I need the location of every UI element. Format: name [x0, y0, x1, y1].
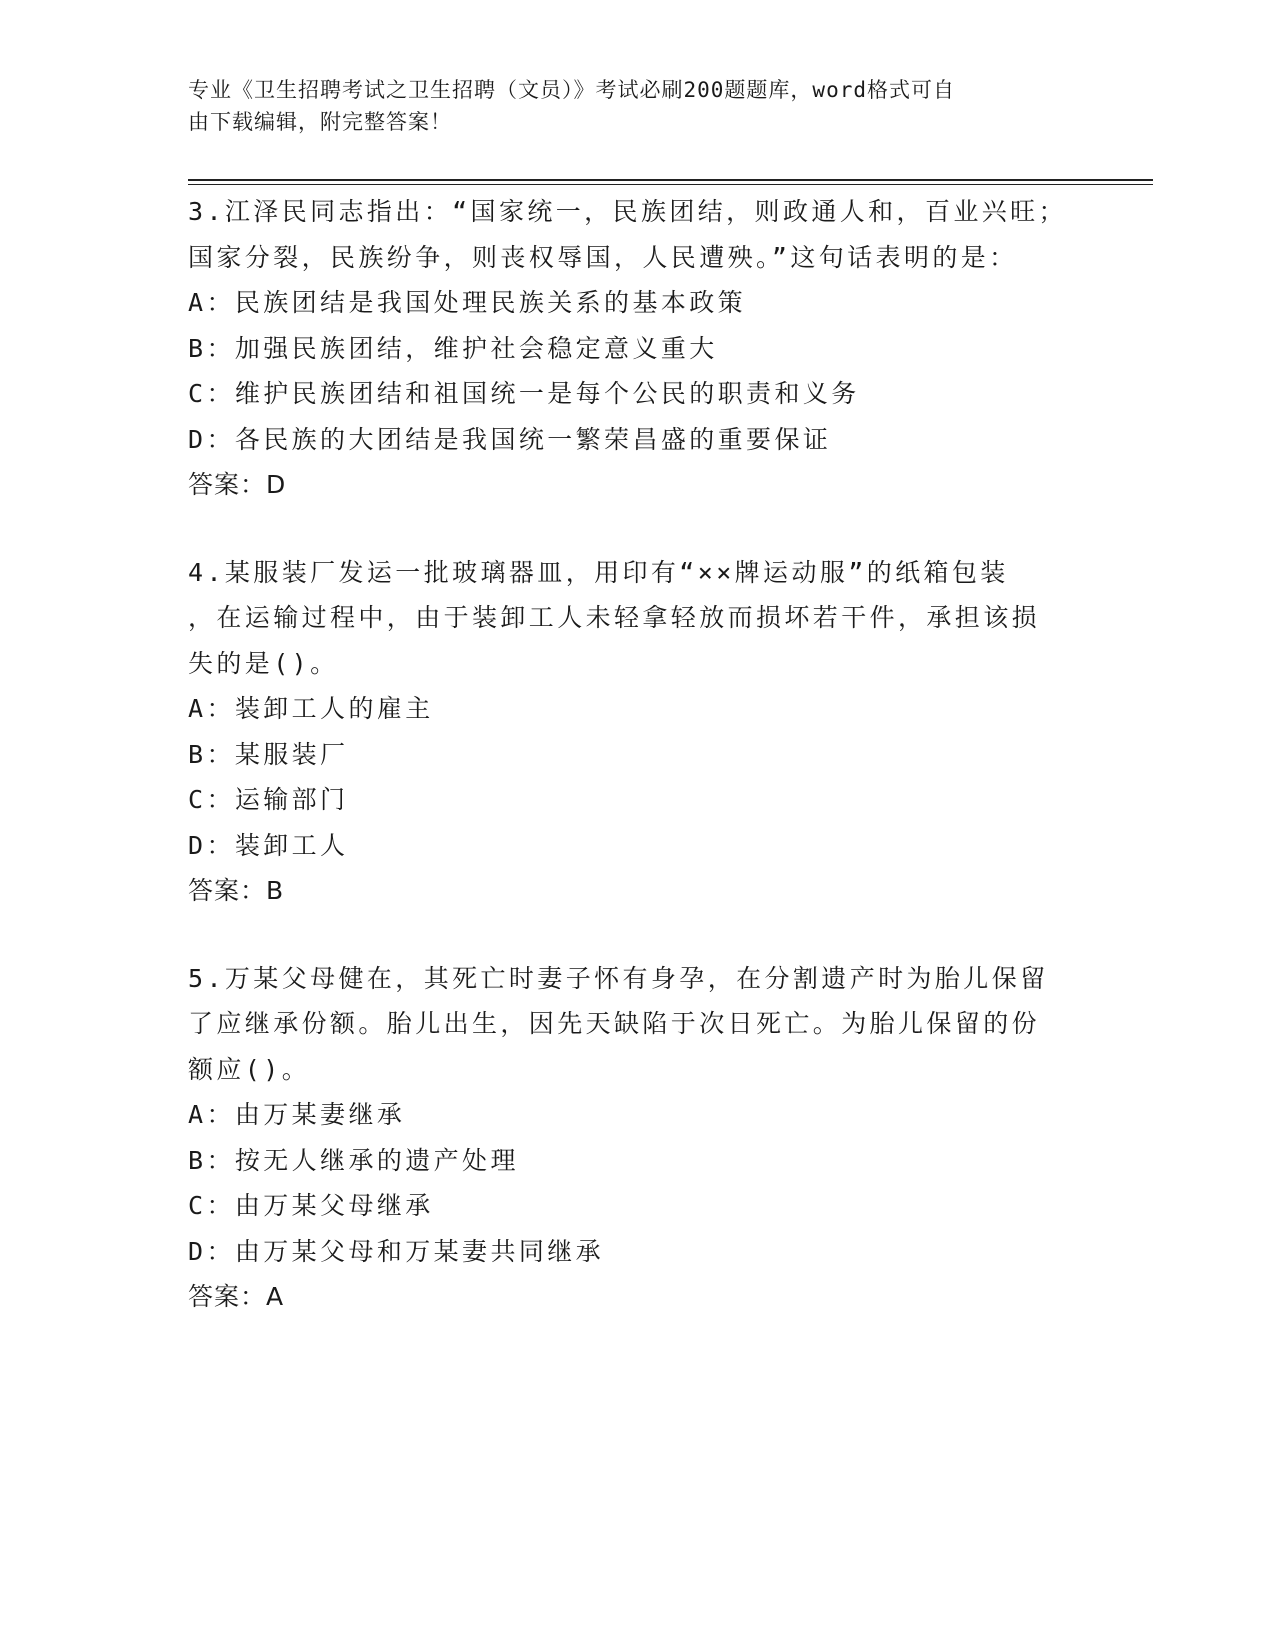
answer-line: 答案：A — [188, 1282, 285, 1311]
option-a: A：民族团结是我国处理民族关系的基本政策 — [188, 288, 747, 317]
option-c: C：由万某父母继承 — [188, 1191, 434, 1220]
question-stem-line: 4.某服装厂发运一批玻璃器皿，用印有“××牌运动服”的纸箱包装 — [188, 557, 1009, 587]
question-stem-line: 3.江泽民同志指出：“国家统一，民族团结，则政通人和，百业兴旺； — [188, 197, 1067, 226]
option-d: D：装卸工人 — [188, 830, 349, 860]
answer-line: 答案：D — [188, 470, 287, 499]
header-divider-thin — [188, 184, 1153, 185]
option-a: A：由万某妻继承 — [188, 1100, 406, 1129]
question-stem-line: 了应继承份额。胎儿出生，因先天缺陷于次日死亡。为胎儿保留的份 — [188, 1009, 1041, 1038]
question-4 — [188, 550, 1088, 914]
option-d: D：由万某父母和万某妻共同继承 — [188, 1236, 605, 1266]
option-b: B：某服装厂 — [188, 739, 349, 769]
question-3 — [188, 189, 1088, 508]
option-a: A：装卸工人的雇主 — [188, 694, 434, 723]
question-stem-line: 额应()。 — [188, 1054, 311, 1084]
answer-line: 答案：B — [188, 876, 285, 905]
question-stem-line: 失的是()。 — [188, 648, 339, 678]
option-c: C：运输部门 — [188, 785, 349, 814]
option-b: B：按无人继承的遗产处理 — [188, 1145, 519, 1175]
option-b: B：加强民族团结，维护社会稳定意义重大 — [188, 333, 718, 363]
question-stem-line: 5.万某父母健在，其死亡时妻子怀有身孕，在分割遗产时为胎儿保留 — [188, 963, 1049, 993]
question-5 — [188, 956, 1088, 1320]
question-list — [188, 189, 1088, 1362]
option-d: D：各民族的大团结是我国统一繁荣昌盛的重要保证 — [188, 424, 832, 454]
header-line-1: 专业《卫生招聘考试之卫生招聘（文员）》考试必刷200题题库，word格式可自 — [188, 78, 955, 102]
question-stem-line: ，在运输过程中，由于装卸工人未轻拿轻放而损坏若干件，承担该损 — [188, 603, 1041, 632]
header-line-2: 由下载编辑，附完整答案！ — [188, 110, 452, 134]
option-c: C：维护民族团结和祖国统一是每个公民的职责和义务 — [188, 379, 860, 408]
question-stem-line: 国家分裂，民族纷争，则丧权辱国，人民遭殃。”这句话表明的是： — [188, 242, 1018, 272]
header-divider-thick — [188, 179, 1153, 181]
document-header — [188, 74, 1088, 138]
